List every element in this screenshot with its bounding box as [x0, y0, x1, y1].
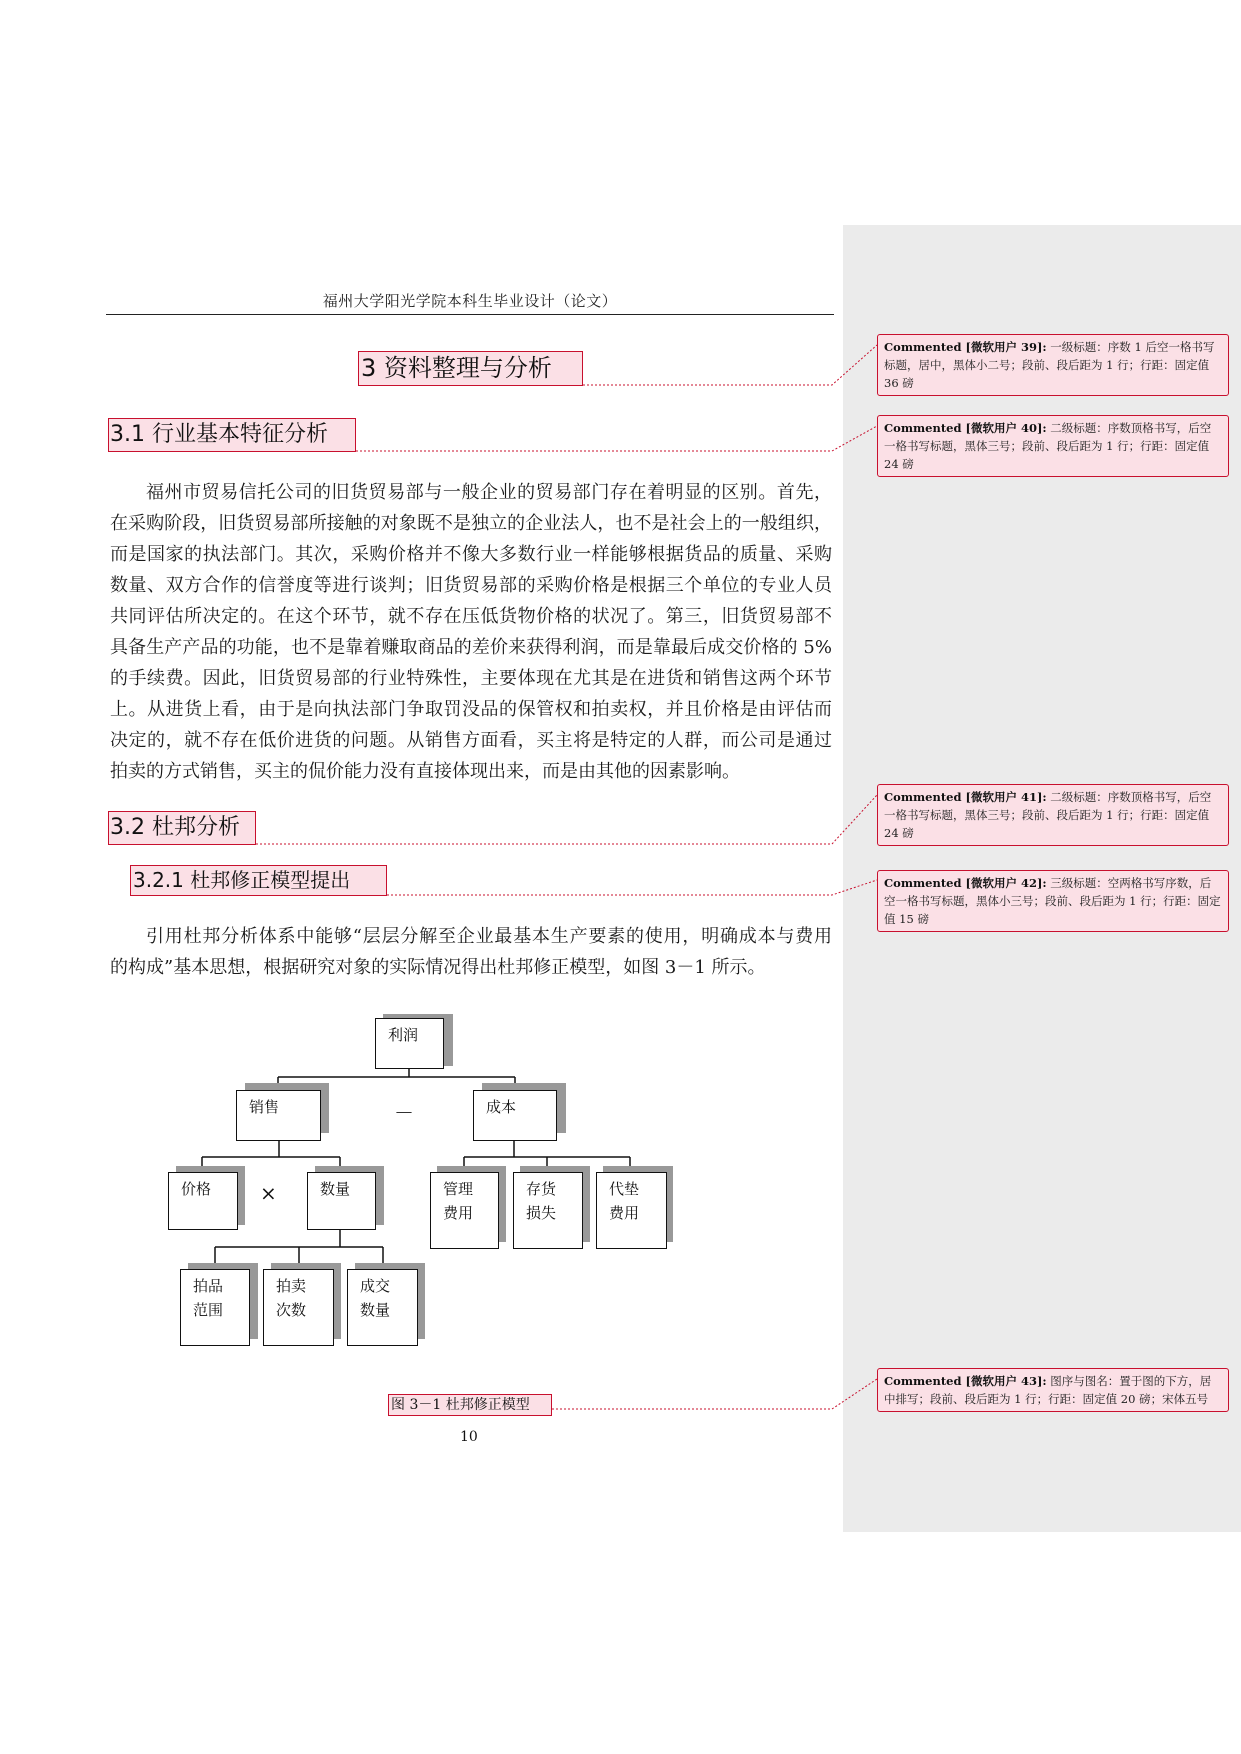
body-line: 共同评估所决定的。在这个环节，就不存在压低货物价格的状况了。第三，旧货贸易部不	[110, 606, 832, 627]
comment-41[interactable]: Commented [微软用户 41]: 二级标题：序数顶格书写，后空一格书写标题，黑体三号；段前、段后距为 1 行；行距：固定值 24 磅	[877, 784, 1229, 846]
section-heading-3-2-1[interactable]: 3.2.1 杜邦修正模型提出	[130, 865, 387, 896]
node-management-fee: 管理 费用	[430, 1172, 499, 1249]
node-profit: 利润	[375, 1018, 444, 1069]
node-auction-range: 拍品 范围	[180, 1269, 250, 1346]
times-operator: ×	[260, 1181, 277, 1205]
body-line: 决定的，就不存在低价进货的问题。从销售方面看，买主将是特定的人群，而公司是通过	[110, 730, 832, 751]
section-heading-3-1[interactable]: 3.1 行业基本特征分析	[108, 418, 356, 452]
node-deal-quantity: 成交 数量	[347, 1269, 418, 1346]
body-line: 福州市贸易信托公司的旧货贸易部与一般企业的贸易部门存在着明显的区别。首先，	[146, 482, 832, 503]
body-line: 在采购阶段，旧货贸易部所接触的对象既不是独立的企业法人，也不是社会上的一般组织，	[110, 513, 832, 534]
body-line: 拍卖的方式销售，买主的侃价能力没有直接体现出来，而是由其他的因素影响。	[110, 761, 740, 782]
node-cost: 成本	[473, 1090, 557, 1141]
page-number: 10	[460, 1429, 478, 1445]
node-sales: 销售	[236, 1090, 321, 1141]
body-line: 而是国家的执法部门。其次，采购价格并不像大多数行业一样能够根据货品的质量、采购	[110, 544, 832, 565]
comment-42[interactable]: Commented [微软用户 42]: 三级标题：空两格书写序数，后空一格书写标题，黑体小三号；段前、段后距为 1 行；行距：固定值 15 磅	[877, 870, 1229, 932]
figure-caption[interactable]: 图 3－1 杜邦修正模型	[388, 1394, 552, 1416]
node-price: 价格	[168, 1172, 238, 1230]
section-heading-3-2[interactable]: 3.2 杜邦分析	[108, 811, 256, 845]
body-line: 数量、双方合作的信誉度等进行谈判；旧货贸易部的采购价格是根据三个单位的专业人员	[110, 575, 832, 596]
node-advance-fee: 代垫 费用	[596, 1172, 667, 1249]
body-line: 的手续费。因此，旧货贸易部的行业特殊性，主要体现在尤其是在进货和销售这两个环节	[110, 668, 832, 689]
running-header: 福州大学阳光学院本科生毕业设计（论文）	[322, 292, 618, 310]
comment-39[interactable]: Commented [微软用户 39]: 一级标题：序数 1 后空一格书写标题，居中，黑体小二号；段前、段后距为 1 行；行距：固定值 36 磅	[877, 334, 1229, 396]
node-auction-count: 拍卖 次数	[263, 1269, 334, 1346]
body-line: 引用杜邦分析体系中能够“层层分解至企业最基本生产要素的使用，明确成本与费用	[146, 926, 832, 947]
chapter-title[interactable]: 3 资料整理与分析	[358, 351, 583, 386]
body-line: 上。从进货上看，由于是向执法部门争取罚没品的保管权和拍卖权，并且价格是由评估而	[110, 699, 832, 720]
comment-40[interactable]: Commented [微软用户 40]: 二级标题：序数顶格书写，后空一格书写标题，黑体三号；段前、段后距为 1 行；行距：固定值 24 磅	[877, 415, 1229, 477]
minus-operator: －	[394, 1101, 414, 1125]
body-line: 的构成”基本思想，根据研究对象的实际情况得出杜邦修正模型，如图 3－1 所示。	[110, 957, 766, 978]
body-line: 具备生产产品的功能，也不是靠着赚取商品的差价来获得利润，而是靠最后成交价格的 5%	[110, 637, 832, 658]
comment-43[interactable]: Commented [微软用户 43]: 图序与图名：置于图的下方，居中排写；段前、段后距为 1 行；行距：固定值 20 磅；宋体五号	[877, 1368, 1229, 1412]
node-inventory-loss: 存货 损失	[513, 1172, 583, 1249]
node-quantity: 数量	[307, 1172, 376, 1230]
